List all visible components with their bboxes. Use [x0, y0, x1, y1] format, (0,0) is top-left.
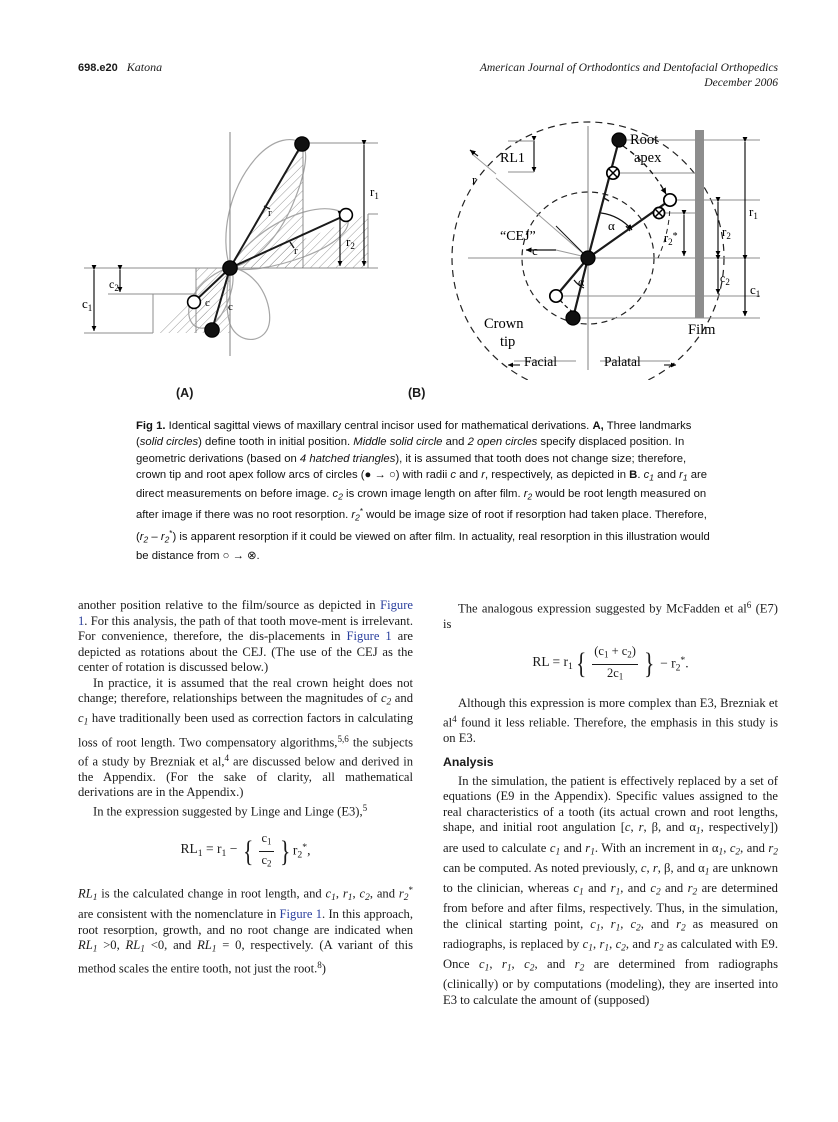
right-para-3: In the simulation, the patient is effectively replaced by a set of equations (E9 in the Appendix). Specific values assigned to the real characteristics of a tooth (its actual crown and root lengths, shape, and initial root angulation [c, r, β, and $\alpha_1$, respectively]) are used to calculate $c_1$ and $r_1$. With an increment in $\alpha_1$, $c_2$, and $r_2$ can be computed. As noted previously, c, r, β, and $\alpha_1$ are unknown to the clinician, whereas $c_1$ and $r_1$, and $c_2$ and $r_2$ are determined from before and after films, respectively. Thus, in the simulation, the clinical starting point, $c_1$, $r_1$, $c_2$, and $r_2$ as measured on radiographs, is replaced by $c_1$, $r_1$, $c_2$, and $r_2$ as calculated with E9. Once $c_1$, $r_1$, $c_2$, and $r_2$ are determined from radiographs (clinically) or by computations (modeling), they are inserted into E3 to calculate the amount of (supposed) [443, 773, 779, 1007]
figure-artwork [78, 118, 778, 380]
panel-a-group [82, 132, 379, 356]
section-heading-analysis: Analysis [443, 755, 494, 770]
equation-e7: RL = $r_1$ { $\frac{(c_1 + c_2)}{2c_1}$ } − $r_2^*$. [443, 644, 778, 685]
figure-caption-label: Fig 1. [136, 420, 166, 432]
figure-svg [78, 118, 778, 380]
panel-b-label-alpha-upper: α [608, 218, 615, 233]
panel-b-label-r2: $r_2$ [722, 224, 731, 241]
right-column [443, 598, 778, 1008]
panel-labels-row [78, 386, 778, 412]
right-para-1: The analogous expression suggested by McFadden et $al^6$ (E7) is [443, 600, 778, 632]
panel-b-label-alpha-lower: α [578, 275, 585, 289]
panel-a-label: (A) [176, 386, 194, 400]
crossed-circle-image [653, 207, 664, 218]
panel-a-label-c1: $c_1$ [82, 296, 93, 313]
page-folio: 698.e20 [78, 62, 118, 74]
panel-b-label-c1: $c_1$ [750, 282, 761, 299]
left-para-3: In the expression suggested by Linge and Linge (E3),$^5$ [93, 802, 368, 819]
panel-b-label-facial: Facial [524, 354, 557, 369]
body-columns [78, 598, 778, 1038]
right-para-2: Although this expression is more complex than E3, Brezniak et $al^4$ found it less reliable. Therefore, the emphasis in this study is on E3. [443, 696, 778, 745]
panel-b-label-crown: Crown [484, 316, 524, 332]
panel-b-label-apex: apex [634, 150, 662, 166]
panel-b-label-tip: tip [500, 334, 516, 350]
panel-a-label-r2: $r_2$ [346, 234, 355, 251]
left-column [78, 598, 413, 978]
running-head-author: Katona [126, 60, 163, 74]
panel-b-label-radius-c: c [532, 243, 538, 258]
panel-a-label-r1: $r_1$ [370, 184, 379, 201]
panel-b-label-rl1: RL1 [500, 151, 525, 166]
figure-xref-1[interactable]: Figure 1 [78, 598, 413, 628]
running-head-left [78, 60, 162, 75]
figure-caption: Fig 1. Identical sagittal views of maxillary central incisor used for mathematical derivations. A, Three landmarks (solid circles) define tooth in initial position. Middle solid circle and 2 open circles specify displaced position. In geometric derivations (based on 4 hatched triangles), it is assumed that tooth does not change size; therefore, crown tip and root apex follow arcs of circles (● → ○) with radii c and r, respectively, as depicted in B. $c_1$ and $r_1$ are direct measurements on before image. $c_2$ is crown image length on after film. $r_2$ would be root length measured on after image if there was no root resorption. $r_2^*$ would be image size of root if resorption had taken place. Therefore, $(r_2 - r_2^*)$ is apparent resorption if it could be viewed on after film. In actuality, real resorption in this illustration would be distance from ○ → ⊗. [136, 420, 710, 562]
left-para-4: $RL_1$ is the calculated change in root length, and $c_1$, $r_1$, $c_2$, and $r_2^*$ are consistent with the nomenclature in Figure 1. In this approach, root resorption, growth, and no root change are indicated when $RL_1 >0$, $RL_1 <0$, and $RL_1 = 0$, respectively. (A variant of this method scales the entire tooth, not just the root.$^8$) [78, 885, 414, 976]
crossed-circle-root [607, 167, 619, 179]
panel-b-label-film: Film [688, 322, 716, 338]
running-head-right [480, 60, 778, 90]
panel-b-label-root: Root [630, 132, 659, 148]
panel-b-label-radius-r: r [472, 172, 477, 187]
panel-b-label-r2star: $r_2^*$ [664, 231, 678, 247]
left-para-1: another position relative to the film/source as depicted in Figure 1. For this analysis, the path of that tooth move‑ment is irrelevant. For convenience, therefore, the dis‑placements in Figure 1 are depicted as rotations about the CEJ. (The use of the CEJ as the center of rotation is discussed below.) [78, 598, 413, 675]
panel-b-label-palatal: Palatal [604, 354, 641, 369]
panel-a-label-radius-c-left: c [205, 297, 210, 309]
left-para-2: In practice, it is assumed that the real crown height does not change; therefore, relationships between the magnitudes of $c_2$ and $c_1$ have traditionally been used as correction factors in calculating loss of root length. Two compensatory algorithms,$^{5,6}$ the subjects of a study by Brezniak et al,$^4$ are discussed below and derived in the Appendix. (For the sake of clarity, all mathematical derivations are in the Appendix.) [78, 675, 414, 800]
panel-a-label-radius-c-right: c [228, 301, 233, 313]
panel-a-label-radius-r-upper: r [268, 207, 272, 219]
panel-b-group [452, 122, 760, 380]
running-head [78, 60, 778, 106]
panel-b-label: (B) [408, 386, 426, 400]
figure-xref-3[interactable]: Figure 1 [279, 907, 323, 922]
panel-b-label-c2: $c_2$ [720, 271, 730, 287]
figure-1 [78, 118, 778, 412]
figure-xref-2[interactable]: Figure 1 [346, 629, 392, 644]
panel-a-label-radius-r-lower: r [294, 245, 298, 257]
equation-e3: $RL_1 = r_1$ − { $\frac{c_1}{c_2}$ } $r_2^*$, [78, 831, 413, 872]
journal-title: American Journal of Orthodontics and Dentofacial Orthopedics [479, 61, 778, 74]
panel-a-label-c2: $c_2$ [109, 277, 119, 293]
issue-date: December 2006 [704, 76, 778, 89]
panel-b-label-r1: $r_1$ [749, 204, 758, 221]
panel-b-label-cej: “CEJ” [500, 229, 536, 244]
